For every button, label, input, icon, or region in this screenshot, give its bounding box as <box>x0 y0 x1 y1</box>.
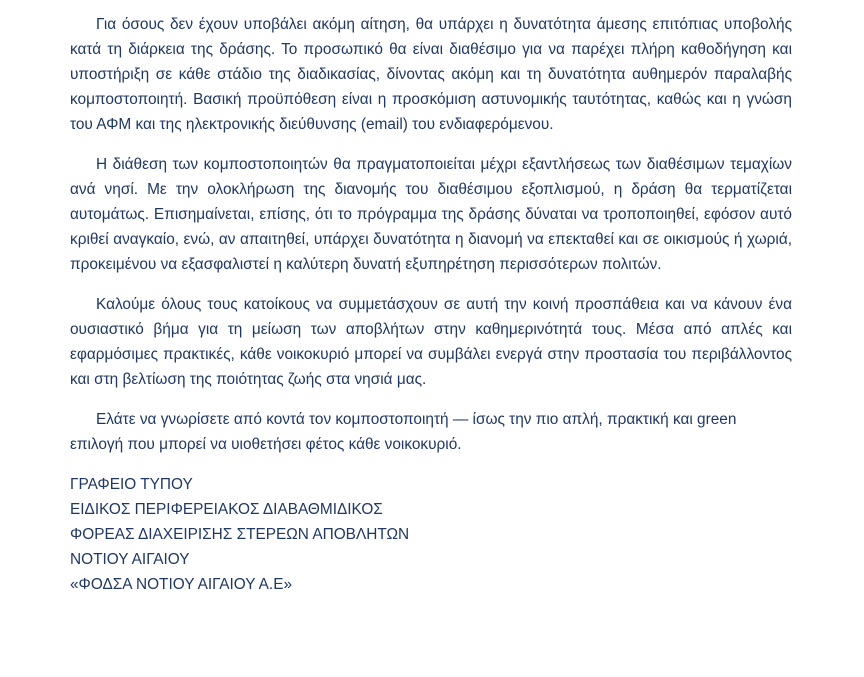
document-page <box>70 12 792 597</box>
paragraph-distribution-info: Η διάθεση των κομποστοποιητών θα πραγματοποιείται μέχρι εξαντλήσεως των διαθέσιμων τεμαχίων ανά νησί. Με την ολοκλήρωση της διανομής του διαθέσιμου εξοπλισμού, η δράση θα τερματίζεται αυτομάτως. Επισημαίνεται, επίσης, ότι το πρόγραμμα της δράσης δύναται να τροποποιηθεί, εφόσον αυτό κριθεί αναγκαίο, ενώ, αν απαιτηθεί, υπάρχει δυνατότητα η διανομή να επεκταθεί και σε οικισμούς ή χωριά, προκειμένου να εξασφαλιστεί η καλύτερη δυνατή εξυπηρέτηση περισσότερων πολιτών. <box>70 156 792 273</box>
signature-region: ΝΟΤΙΟΥ ΑΙΓΑΙΟΥ <box>70 551 190 568</box>
paragraph-application-info: Για όσους δεν έχουν υποβάλει ακόμη αίτηση, θα υπάρχει η δυνατότητα άμεσης επιτόπιας υποβολής κατά τη διάρκεια της δράσης. Το προσωπικό θα είναι διαθέσιμο για να παρέχει πλήρη καθοδήγηση και υποστήριξη σε κάθε στάδιο της διαδικασίας, δίνοντας ακόμη και τη δυνατότητα αυθημερόν παραλαβής κομποστοποιητή. Βασική προϋπόθεση είναι η προσκόμιση αστυνομικής ταυτότητας, καθώς και η γνώση του ΑΦΜ και της ηλεκτρονικής διεύθυνσης (email) του ενδιαφερόμενου. <box>70 16 792 133</box>
signature-press-office: ΓΡΑΦΕΙΟ ΤΥΠΟΥ <box>70 476 193 493</box>
signature-block <box>70 472 792 597</box>
signature-organization-line-2: ΦΟΡΕΑΣ ΔΙΑΧΕΙΡΙΣΗΣ ΣΤΕΡΕΩΝ ΑΠΟΒΛΗΤΩΝ <box>70 526 410 543</box>
signature-company-name: «ΦΟΔΣΑ ΝΟΤΙΟΥ ΑΙΓΑΙΟΥ Α.Ε» <box>70 576 293 593</box>
signature-organization-line-1: ΕΙΔΙΚΟΣ ΠΕΡΙΦΕΡΕΙΑΚΟΣ ΔΙΑΒΑΘΜΙΔΙΚΟΣ <box>70 501 383 518</box>
paragraph-closing: Ελάτε να γνωρίσετε από κοντά τον κομποστοποιητή — ίσως την πιο απλή, πρακτική και green επιλογή που μπορεί να υιοθετήσει φέτος κάθε νοικοκυριό. <box>70 411 737 453</box>
paragraph-call-to-action: Καλούμε όλους τους κατοίκους να συμμετάσχουν σε αυτή την κοινή προσπάθεια και να κάνουν ένα ουσιαστικό βήμα για τη μείωση των αποβλήτων στην καθημερινότητά τους. Μέσα από απλές και εφαρμόσιμες πρακτικές, κάθε νοικοκυριό μπορεί να συμβάλει ενεργά στην προστασία του περιβάλλοντος και στη βελτίωση της ποιότητας ζωής στα νησιά μας. <box>70 296 792 388</box>
